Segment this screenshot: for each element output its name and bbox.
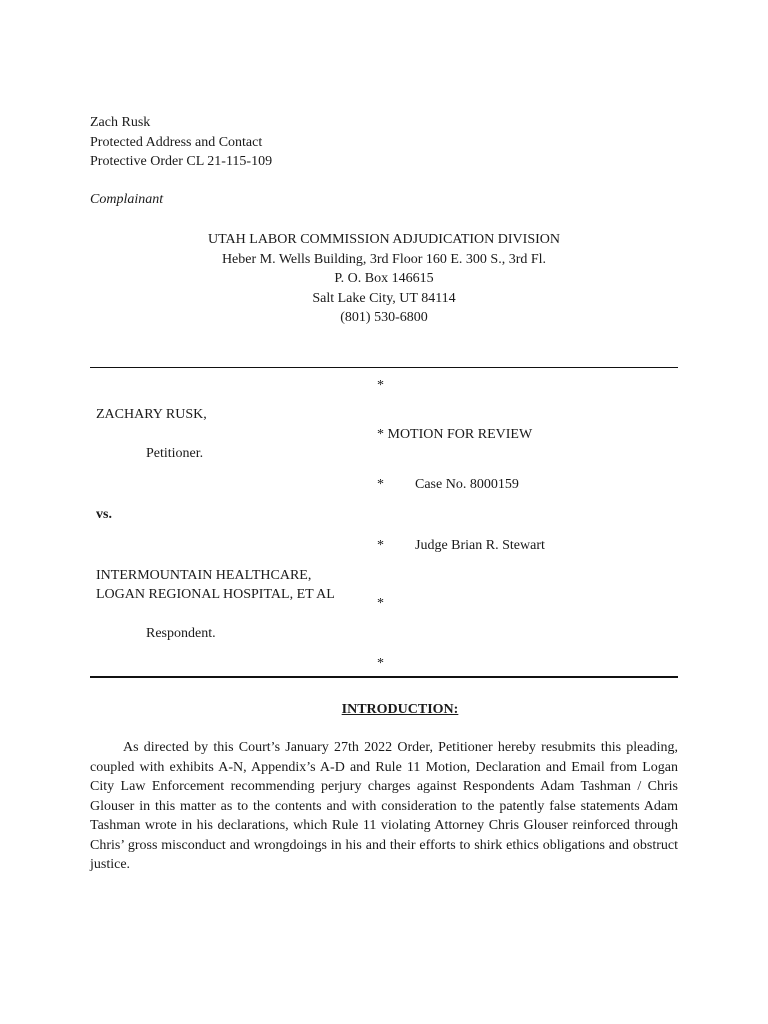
complainant-name: Zach Rusk bbox=[90, 115, 151, 130]
case-number: Case No. 8000159 bbox=[415, 477, 519, 492]
motion-title: * MOTION FOR REVIEW bbox=[377, 427, 533, 442]
caption-star: * bbox=[377, 596, 384, 611]
protective-order: Protective Order CL 21-115-109 bbox=[90, 154, 273, 169]
caption-bottom-rule bbox=[90, 676, 678, 678]
introduction-heading: INTRODUCTION: bbox=[341, 702, 459, 717]
respondent-line-2: LOGAN REGIONAL HOSPITAL, ET AL bbox=[96, 587, 335, 602]
petitioner-label: Petitioner. bbox=[146, 446, 204, 461]
introduction-paragraph: As directed by this Court’s January 27th 2022 Order, Petitioner hereby resubmits this pleading, coupled with exhibits A-N, Appendix’s A-D and Rule 11 Motion, Declaration and Email from Logan City Law Enforcement recommending perjury charges against Respondents Adam Tashman / Chris Glouser in this matter as to the contents and with consideration to the patently false statements Adam Tashman wrote in his declarations, which Rule 11 violating Attorney Chris Glouser reinforced through Chris’ gross misconduct and wrongdoings in his and their efforts to shirk ethics obligations and obstruct justice. bbox=[90, 740, 678, 872]
caption-star: * bbox=[377, 477, 384, 492]
complainant-role: Complainant bbox=[90, 192, 164, 207]
court-building: Heber M. Wells Building, 3rd Floor 160 E. 300 S., 3rd Fl. bbox=[221, 251, 547, 267]
caption-star: * bbox=[377, 656, 384, 671]
caption-star: * bbox=[377, 378, 384, 393]
court-phone: (801) 530-6800 bbox=[340, 310, 428, 325]
complainant-address: Protected Address and Contact bbox=[90, 134, 263, 150]
petitioner-name: ZACHARY RUSK, bbox=[96, 407, 207, 422]
court-block bbox=[90, 230, 678, 328]
court-po-box: P. O. Box 146615 bbox=[334, 271, 434, 286]
court-city: Salt Lake City, UT 84114 bbox=[312, 290, 456, 306]
caption-top-rule bbox=[90, 367, 678, 368]
caption-star: * bbox=[377, 538, 384, 553]
complainant-header bbox=[90, 113, 390, 172]
respondent-label: Respondent. bbox=[146, 626, 216, 641]
judge-name: Judge Brian R. Stewart bbox=[415, 538, 545, 553]
respondent-line-1: INTERMOUNTAIN HEALTHCARE, bbox=[96, 568, 312, 583]
court-division: UTAH LABOR COMMISSION ADJUDICATION DIVISION bbox=[208, 232, 560, 247]
versus-label: vs. bbox=[96, 507, 112, 522]
